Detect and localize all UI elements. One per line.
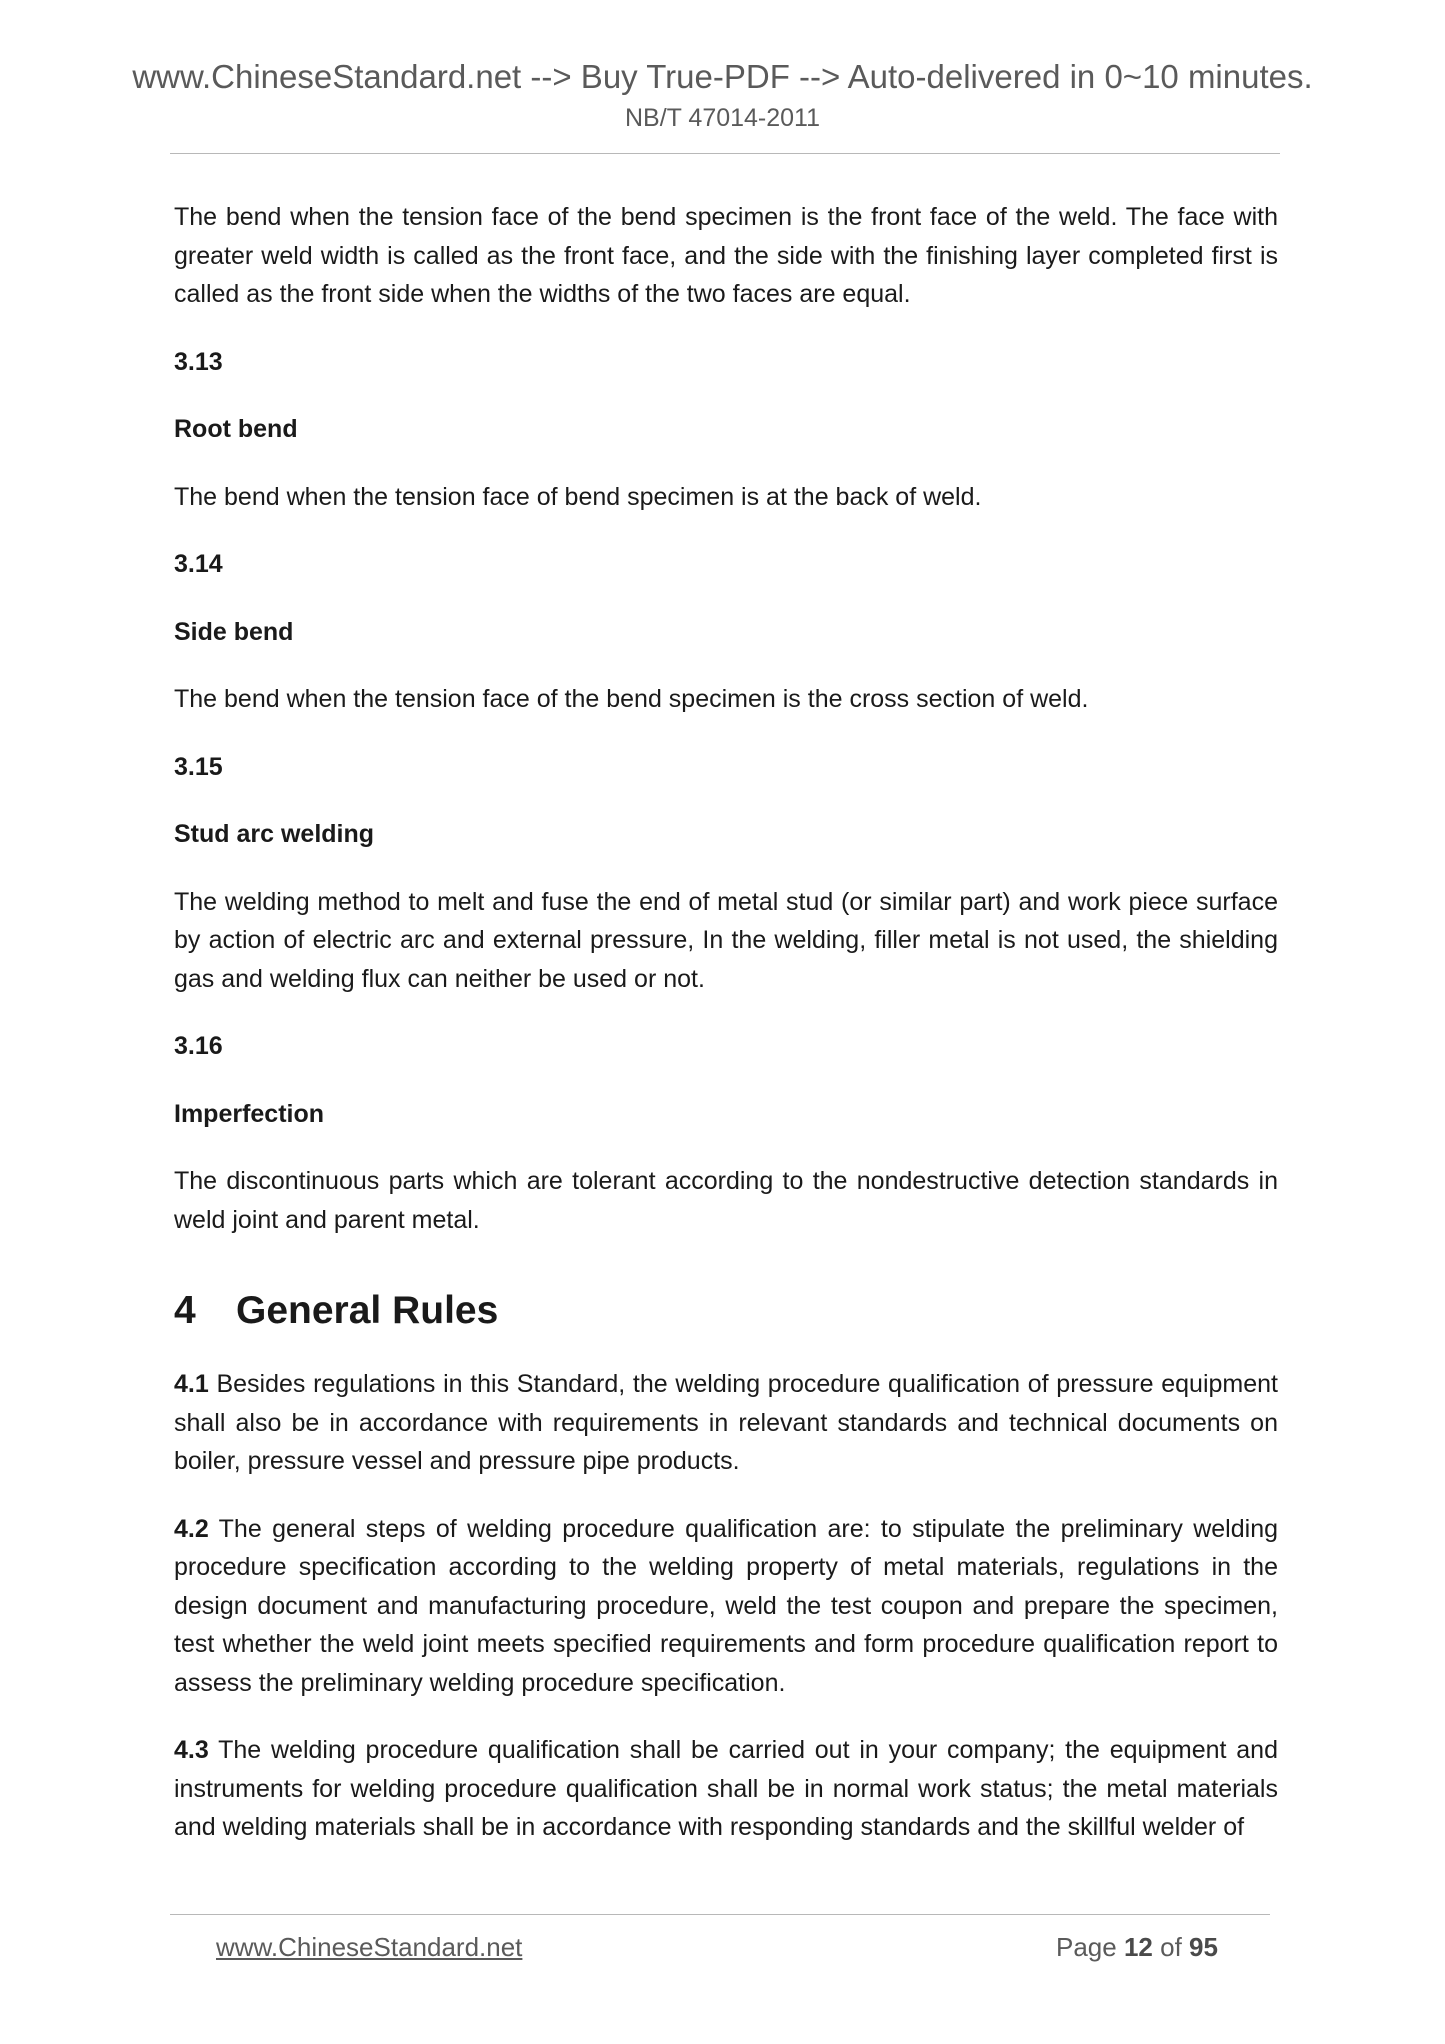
rule-item <box>174 1510 1278 1703</box>
section-title: General Rules <box>236 1289 499 1332</box>
rule-item <box>174 1731 1278 1847</box>
rule-number: 4.1 <box>174 1370 209 1398</box>
clause-definition: The discontinuous parts which are tolerant according to the nondestructive detection standards in weld joint and parent metal. <box>174 1167 1278 1234</box>
section-heading <box>174 1287 1278 1335</box>
rule-number: 4.2 <box>174 1514 209 1543</box>
clause-number: 3.15 <box>174 752 223 781</box>
clause-number: 3.13 <box>174 347 223 376</box>
header-divider <box>170 153 1280 154</box>
footer-divider <box>170 1914 1270 1915</box>
clause-number: 3.16 <box>174 1032 223 1060</box>
clause-term: Imperfection <box>174 1099 325 1128</box>
rule-number: 4.3 <box>174 1736 209 1764</box>
clause-definition: The welding method to melt and fuse the end of metal stud (or similar part) and work piece surface by action of electric arc and external pressure, In the welding, filler metal is not used, the shielding gas and welding flux can neither be used or not. <box>174 887 1278 993</box>
intro-paragraph: The bend when the tension face of the bend specimen is the front face of the weld. The face with greater weld width is called as the front face, and the side with the finishing layer completed first is called as the front side when the widths of the two faces are equal. <box>174 203 1278 308</box>
rule-item <box>174 1365 1278 1481</box>
footer-site-link[interactable]: www.ChineseStandard.net <box>216 1932 523 1962</box>
clause-term: Side bend <box>174 617 294 646</box>
page-prefix: Page <box>1056 1932 1117 1962</box>
rule-text: The general steps of welding procedure qualification are: to stipulate the preliminary welding procedure specification according to the welding property of metal materials, regulations in the design document and manufacturing procedure, weld the test coupon and prepare the specimen, test whether the weld joint meets specified requirements and form procedure qualification report to assess the preliminary welding procedure specification. <box>174 1514 1278 1697</box>
page-indicator <box>1056 1932 1218 1963</box>
document-body <box>174 198 1278 1847</box>
standard-code: NB/T 47014-2011 <box>624 104 821 132</box>
clause-number: 3.14 <box>174 550 223 578</box>
section-number: 4 <box>174 1289 196 1332</box>
header-banner[interactable]: www.ChineseStandard.net --> Buy True-PDF --> Auto-delivered in 0~10 minutes. <box>132 58 1313 95</box>
rule-text: The welding procedure qualification shall be carried out in your company; the equipment and instruments for welding procedure qualification shall be in normal work status; the metal materials and welding materials shall be in accordance with responding standards and the skillful welder of <box>174 1736 1278 1841</box>
page-total: 95 <box>1189 1932 1218 1962</box>
rule-text: Besides regulations in this Standard, the welding procedure qualification of pressure equipment shall also be in accordance with requirements in relevant standards and technical documents on boiler, pressure vessel and pressure pipe products. <box>174 1370 1278 1475</box>
clause-definition: The bend when the tension face of bend specimen is at the back of weld. <box>174 482 982 511</box>
clause-term: Stud arc welding <box>174 820 375 848</box>
page-of: of <box>1160 1932 1182 1962</box>
clause-definition: The bend when the tension face of the bend specimen is the cross section of weld. <box>174 685 1089 713</box>
page-current: 12 <box>1123 1932 1153 1962</box>
clause-term: Root bend <box>174 415 298 443</box>
